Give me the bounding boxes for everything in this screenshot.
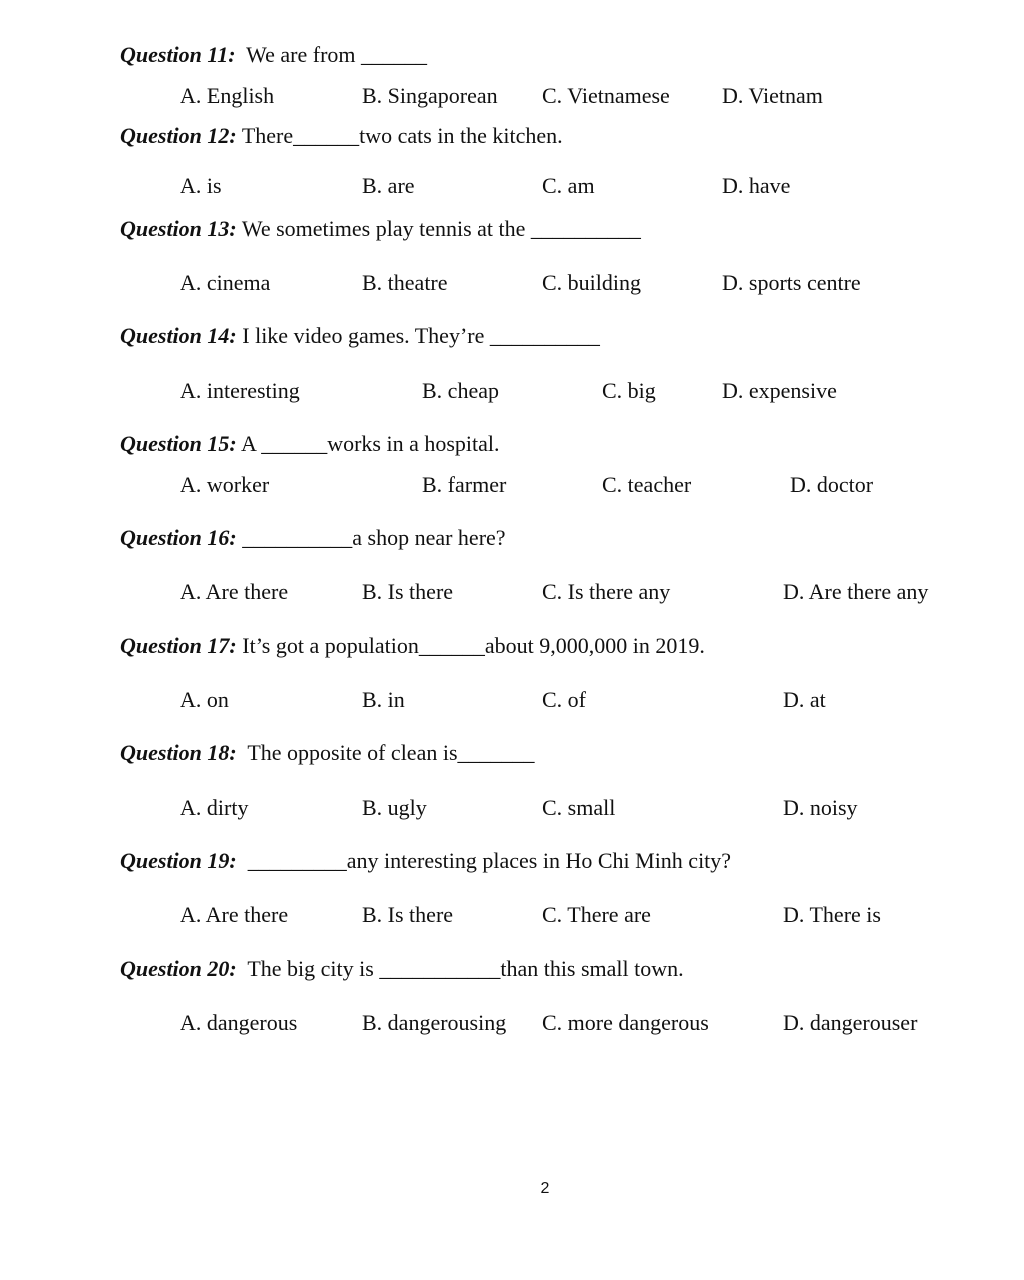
option-c: C. of bbox=[542, 687, 586, 712]
option-a: A. Are there bbox=[180, 579, 289, 604]
question-text: The big city is ___________than this small town. bbox=[236, 956, 684, 981]
option-d: D. Vietnam bbox=[722, 83, 823, 108]
question-label: Question 15: bbox=[120, 431, 237, 456]
option-c: C. teacher bbox=[602, 472, 692, 497]
question-18 bbox=[120, 740, 535, 766]
option-c: C. There are bbox=[542, 902, 651, 927]
option-a: A. is bbox=[180, 173, 222, 198]
option-b: B. Singaporean bbox=[362, 83, 498, 108]
option-b: B. are bbox=[362, 173, 415, 198]
question-20 bbox=[120, 956, 684, 982]
question-label: Question 19: bbox=[120, 848, 237, 873]
option-c: C. building bbox=[542, 270, 642, 295]
question-text: __________a shop near here? bbox=[236, 525, 506, 550]
question-label: Question 20: bbox=[120, 956, 237, 981]
option-c: C. big bbox=[602, 378, 656, 403]
question-19 bbox=[120, 848, 731, 874]
option-d: D. dangerouser bbox=[783, 1010, 918, 1035]
question-text: It’s got a population______about 9,000,000 in 2019. bbox=[236, 633, 705, 658]
option-d: D. expensive bbox=[722, 378, 837, 403]
option-c: C. more dangerous bbox=[542, 1010, 709, 1035]
option-d: D. doctor bbox=[790, 472, 874, 497]
option-c: C. small bbox=[542, 795, 616, 820]
question-label: Question 16: bbox=[120, 525, 237, 550]
option-d: D. at bbox=[783, 687, 826, 712]
page-number: 2 bbox=[540, 1180, 550, 1197]
option-c: C. Vietnamese bbox=[542, 83, 670, 108]
option-b: B. Is there bbox=[362, 579, 454, 604]
question-11 bbox=[120, 42, 427, 68]
question-label: Question 13: bbox=[120, 216, 237, 241]
question-text: _________any interesting places in Ho Chi Minh city? bbox=[236, 848, 732, 873]
option-c: C. am bbox=[542, 173, 595, 198]
question-12 bbox=[120, 123, 563, 149]
option-b: B. farmer bbox=[422, 472, 507, 497]
option-a: A. English bbox=[180, 83, 275, 108]
option-d: D. noisy bbox=[783, 795, 858, 820]
question-label: Question 12: bbox=[120, 123, 237, 148]
question-14 bbox=[120, 323, 600, 349]
question-text: I like video games. They’re __________ bbox=[236, 323, 600, 348]
question-text: There______two cats in the kitchen. bbox=[236, 123, 563, 148]
question-text: A ______works in a hospital. bbox=[236, 431, 500, 456]
option-b: B. in bbox=[362, 687, 405, 712]
question-15 bbox=[120, 431, 500, 457]
question-text: The opposite of clean is_______ bbox=[236, 740, 535, 765]
option-c: C. Is there any bbox=[542, 579, 671, 604]
option-d: D. There is bbox=[783, 902, 881, 927]
option-b: B. cheap bbox=[422, 378, 499, 403]
option-b: B. theatre bbox=[362, 270, 448, 295]
option-a: A. dangerous bbox=[180, 1010, 298, 1035]
option-b: B. Is there bbox=[362, 902, 454, 927]
question-text: We sometimes play tennis at the __________ bbox=[236, 216, 641, 241]
option-b: B. dangerousing bbox=[362, 1010, 507, 1035]
option-a: A. Are there bbox=[180, 902, 289, 927]
option-a: A. dirty bbox=[180, 795, 249, 820]
option-b: B. ugly bbox=[362, 795, 427, 820]
option-a: A. cinema bbox=[180, 270, 271, 295]
question-label: Question 18: bbox=[120, 740, 237, 765]
option-a: A. on bbox=[180, 687, 229, 712]
option-d: D. Are there any bbox=[783, 579, 929, 604]
question-17 bbox=[120, 633, 705, 659]
question-label: Question 14: bbox=[120, 323, 237, 348]
option-a: A. interesting bbox=[180, 378, 300, 403]
option-a: A. worker bbox=[180, 472, 270, 497]
option-d: D. have bbox=[722, 173, 791, 198]
question-13 bbox=[120, 216, 641, 242]
question-label: Question 11: bbox=[120, 42, 236, 67]
option-d: D. sports centre bbox=[722, 270, 861, 295]
question-text: We are from ______ bbox=[235, 42, 428, 67]
question-label: Question 17: bbox=[120, 633, 237, 658]
question-16 bbox=[120, 525, 506, 551]
